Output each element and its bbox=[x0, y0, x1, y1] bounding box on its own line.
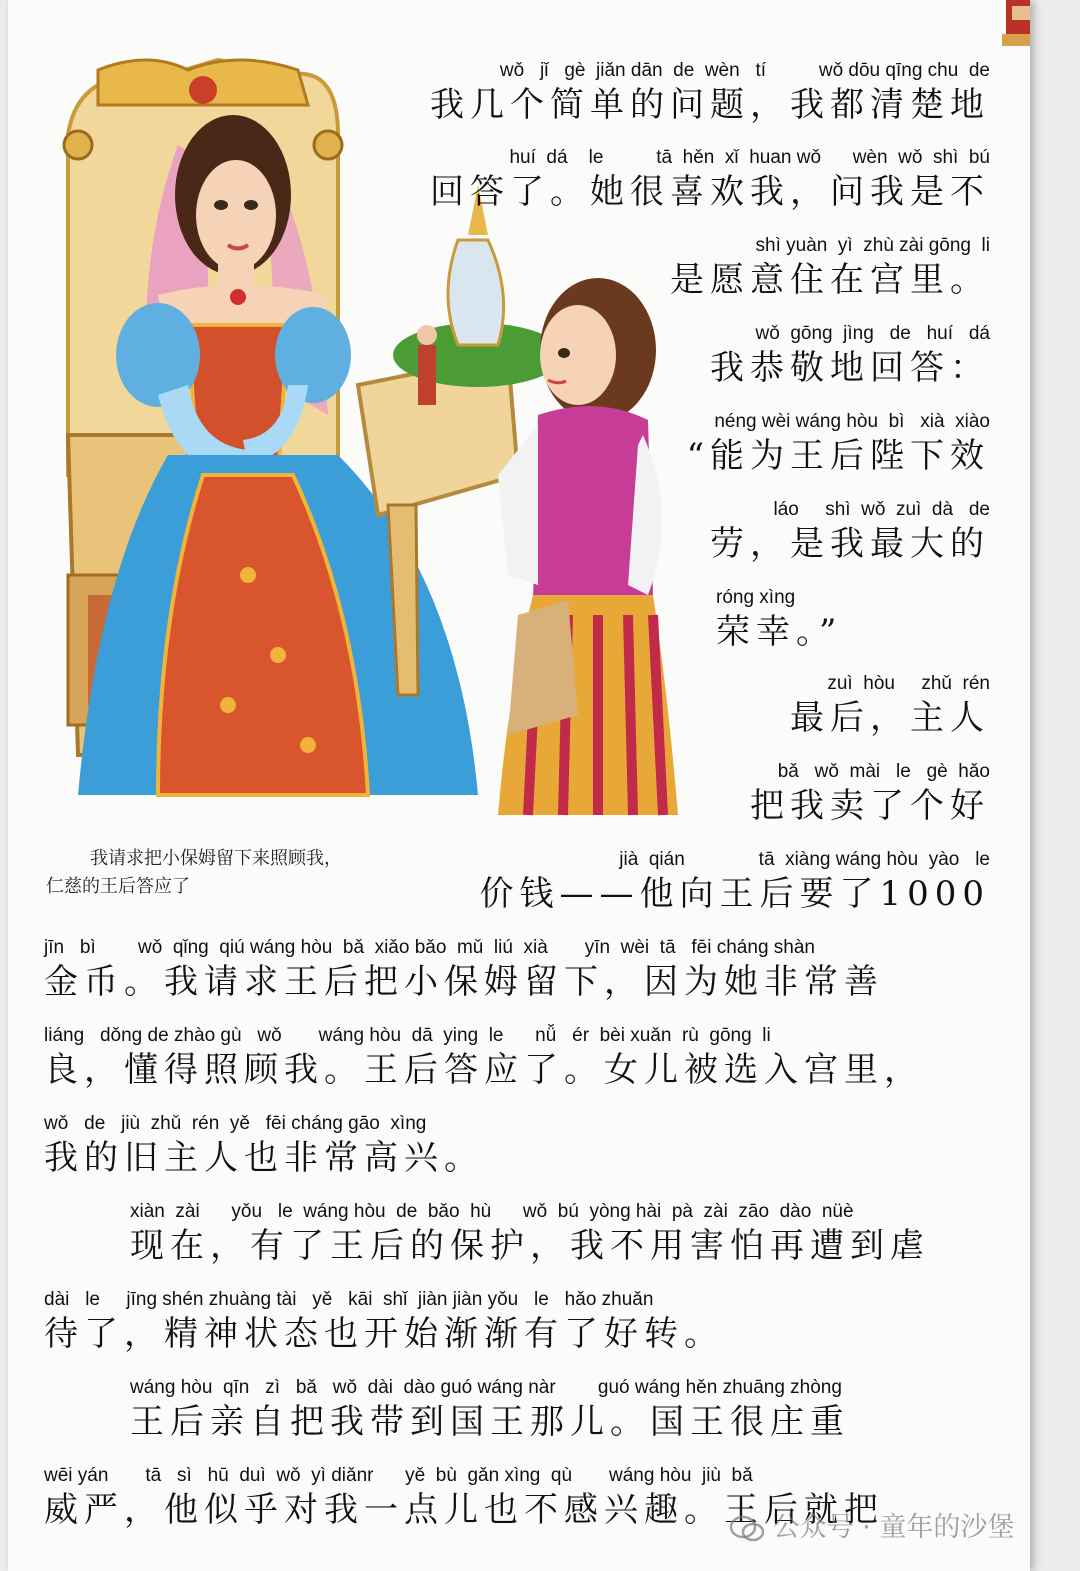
pinyin: róng xìng bbox=[716, 587, 796, 608]
pinyin: wǒ gōng jìng de huí dá bbox=[755, 323, 990, 344]
text-line-6 bbox=[710, 499, 990, 567]
wechat-watermark bbox=[730, 1505, 1014, 1544]
pinyin: jià qián tā xiàng wáng hòu yào le bbox=[619, 849, 990, 870]
hanzi: 最后，主人 bbox=[790, 698, 990, 738]
pinyin: huí dá le tā hěn xǐ huan wǒ wèn wǒ shì bú bbox=[509, 147, 990, 168]
hanzi: 现在，有了王后的保护，我不用害怕再遭到虐 bbox=[130, 1226, 930, 1266]
text-line-5 bbox=[687, 411, 990, 479]
text-line-15 bbox=[44, 1289, 724, 1357]
hanzi: 回答了。她很喜欢我，问我是不 bbox=[430, 172, 990, 212]
hanzi: 王后亲自把我带到国王那儿。国王很庄重 bbox=[130, 1402, 850, 1442]
pinyin: shì yuàn yì zhù zài gōng li bbox=[755, 235, 990, 256]
hanzi: 金币。我请求王后把小保姆留下，因为她非常善 bbox=[44, 962, 884, 1002]
corner-figure-illustration bbox=[998, 0, 1030, 48]
text-line-2 bbox=[430, 147, 990, 215]
hanzi: 把我卖了个好 bbox=[750, 786, 990, 826]
hanzi: 威严，他似乎对我一点儿也不感兴趣。王后就把 bbox=[44, 1490, 884, 1530]
pinyin: jīn bì wǒ qǐng qiú wáng hòu bǎ xiǎo bǎo mǔ liú xià yīn wèi tā fēi cháng shàn bbox=[44, 937, 815, 958]
text-line-9 bbox=[750, 761, 990, 829]
hanzi: 我的旧主人也非常高兴。 bbox=[44, 1138, 484, 1178]
text-line-10 bbox=[479, 849, 990, 917]
caption-line-1: 我请求把小保姆留下来照顾我， bbox=[90, 848, 342, 869]
caption-line-2: 仁慈的王后答应了 bbox=[46, 876, 190, 897]
text-line-8 bbox=[790, 673, 990, 741]
text-line-13 bbox=[44, 1113, 484, 1181]
wechat-icon bbox=[730, 1515, 764, 1543]
text-line-3 bbox=[670, 235, 990, 303]
text-line-1 bbox=[430, 60, 990, 128]
hanzi: 荣幸。” bbox=[716, 612, 843, 652]
hanzi: 我恭敬地回答： bbox=[710, 348, 990, 388]
hanzi: 是愿意住在宫里。 bbox=[670, 260, 990, 300]
text-line-11 bbox=[44, 937, 884, 1005]
text-line-7 bbox=[716, 587, 842, 655]
hanzi: 价钱——他向王后要了1000 bbox=[479, 874, 990, 914]
text-line-16 bbox=[130, 1377, 850, 1445]
pinyin: láo shì wǒ zuì dà de bbox=[773, 499, 990, 520]
pinyin: néng wèi wáng hòu bì xià xiào bbox=[714, 411, 990, 432]
illustration-caption bbox=[46, 845, 396, 901]
hanzi: “能为王后陛下效 bbox=[686, 436, 990, 476]
text-line-12 bbox=[44, 1025, 924, 1093]
pinyin: wáng hòu qīn zì bǎ wǒ dài dào guó wáng nàr guó wáng hěn zhuāng zhòng bbox=[130, 1377, 842, 1398]
pinyin: zuì hòu zhǔ rén bbox=[827, 673, 990, 694]
hanzi: 我几个简单的问题，我都清楚地 bbox=[430, 85, 990, 125]
pinyin: wǒ de jiù zhǔ rén yě fēi cháng gāo xìng bbox=[44, 1113, 427, 1134]
text-line-4 bbox=[710, 323, 990, 391]
pinyin: xiàn zài yǒu le wáng hòu de bǎo hù wǒ bú yòng hài pà zài zāo dào nüè bbox=[130, 1201, 854, 1222]
pinyin: liáng dǒng de zhào gù wǒ wáng hòu dā ying le nǚ ér bèi xuǎn rù gōng li bbox=[44, 1025, 771, 1046]
storybook-page bbox=[8, 0, 1030, 1571]
pinyin: wǒ jǐ gè jiǎn dān de wèn tí wǒ dōu qīng chu de bbox=[499, 60, 990, 81]
pinyin: dài le jīng shén zhuàng tài yě kāi shǐ jiàn jiàn yǒu le hǎo zhuǎn bbox=[44, 1289, 654, 1310]
pinyin: wēi yán tā sì hū duì wǒ yì diǎnr yě bù gǎn xìng qù wáng hòu jiù bǎ bbox=[44, 1465, 753, 1486]
text-line-14 bbox=[130, 1201, 930, 1269]
watermark-text: 公众号 · 童年的沙堡 bbox=[772, 1512, 1015, 1543]
hanzi: 劳，是我最大的 bbox=[710, 524, 990, 564]
hanzi: 待了，精神状态也开始渐渐有了好转。 bbox=[44, 1314, 724, 1354]
pinyin: bǎ wǒ mài le gè hǎo bbox=[777, 761, 990, 782]
hanzi: 良，懂得照顾我。王后答应了。女儿被选入宫里， bbox=[44, 1050, 924, 1090]
